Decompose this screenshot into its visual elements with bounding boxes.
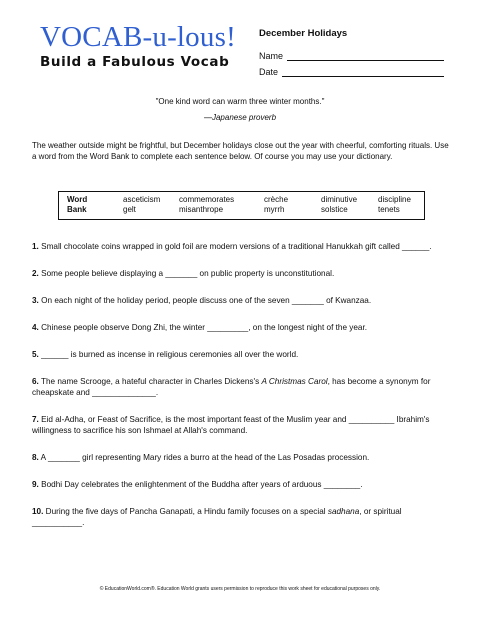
logo-title: VOCAB-u-lous! [40, 21, 236, 53]
word-bank-grid [123, 195, 420, 215]
quote-attribution: —Japanese proverb [203, 113, 277, 122]
question-item [32, 322, 452, 333]
intro-paragraph: The weather outside might be frightful, but December holidays close out the year with cheerful, comforting rituals. Use a word from the Word Bank to complete each sentence below. Of course you may use your dictionary. [32, 141, 449, 161]
question-text: A _______ girl representing Mary rides a burro at the head of the Las Posadas procession. [40, 453, 370, 462]
question-number: 9. [32, 480, 39, 489]
worksheet-header [259, 28, 444, 77]
word-bank-word: diminutive [321, 195, 358, 204]
question-item [32, 268, 452, 279]
word-bank-word: misanthrope [179, 205, 224, 214]
question-number: 10. [32, 507, 44, 516]
question-text: The name Scrooge, a hateful character in Charles Dickens's A Christmas Carol, has become a synonym for cheapskate and ______________. [32, 377, 431, 397]
date-label: Date [259, 67, 279, 77]
question-number: 6. [32, 377, 39, 386]
word-bank-word: myrrh [264, 205, 285, 214]
word-bank-label-line2: Bank [67, 205, 87, 214]
question-text: Chinese people observe Dong Zhi, the winter _________, on the longest night of the year. [41, 323, 368, 332]
name-field [259, 45, 444, 61]
question-item [32, 295, 452, 306]
word-bank-word: discipline [378, 195, 411, 204]
date-blank-line [282, 66, 444, 77]
date-field [259, 61, 444, 77]
question-number: 4. [32, 323, 39, 332]
word-bank-word: tenets [378, 205, 400, 214]
word-bank-word: asceticism [123, 195, 161, 204]
question-item [32, 506, 452, 528]
question-text: ______ is burned as incense in religious ceremonies all over the world. [41, 350, 299, 359]
question-item [32, 349, 452, 360]
word-bank-label-line1: Word [67, 195, 88, 204]
copyright-footer: © EducationWorld.com®. Education World grants users permission to reproduce this work sheet for educational purposes only. [99, 586, 381, 592]
question-text: Some people believe displaying a _______ on public property is unconstitutional. [41, 269, 335, 278]
logo-subtitle: Build a Fabulous Vocab [40, 54, 230, 70]
question-number: 2. [32, 269, 39, 278]
question-item [32, 452, 452, 463]
word-bank-word: gelt [123, 205, 136, 214]
question-item [32, 241, 452, 252]
word-bank-label [67, 195, 87, 215]
word-bank-word: commemorates [179, 195, 235, 204]
question-number: 8. [32, 453, 39, 462]
word-bank-word: solstice [321, 205, 348, 214]
question-text: Bodhi Day celebrates the enlightenment of the Buddha after years of arduous ________. [41, 480, 363, 489]
question-item [32, 479, 452, 490]
vocabulous-logo [40, 22, 236, 70]
question-text: During the five days of Pancha Ganapati, a Hindu family focuses on a special sadhana, or spiritual ___________. [32, 507, 402, 527]
question-number: 7. [32, 415, 39, 424]
question-text: Small chocolate coins wrapped in gold foil are modern versions of a traditional Hanukkah gift called ______. [41, 242, 432, 251]
question-text: Eid al-Adha, or Feast of Sacrifice, is the most important feast of the Muslim year and __________ Ibrahim's willingness to sacrifice his son Ishmael at Allah's command. [32, 415, 430, 435]
word-bank-box [58, 191, 425, 220]
worksheet-title: December Holidays [259, 28, 348, 39]
question-text: On each night of the holiday period, people discuss one of the seven _______ of Kwanzaa. [41, 296, 372, 305]
question-item [32, 376, 452, 398]
question-item [32, 414, 452, 436]
word-bank-word: crèche [264, 195, 289, 204]
name-blank-line [287, 50, 444, 61]
question-list [32, 241, 452, 544]
quote-text: "One kind word can warm three winter months." [155, 97, 325, 106]
question-number: 5. [32, 350, 39, 359]
question-number: 3. [32, 296, 39, 305]
name-label: Name [259, 51, 284, 61]
question-number: 1. [32, 242, 39, 251]
